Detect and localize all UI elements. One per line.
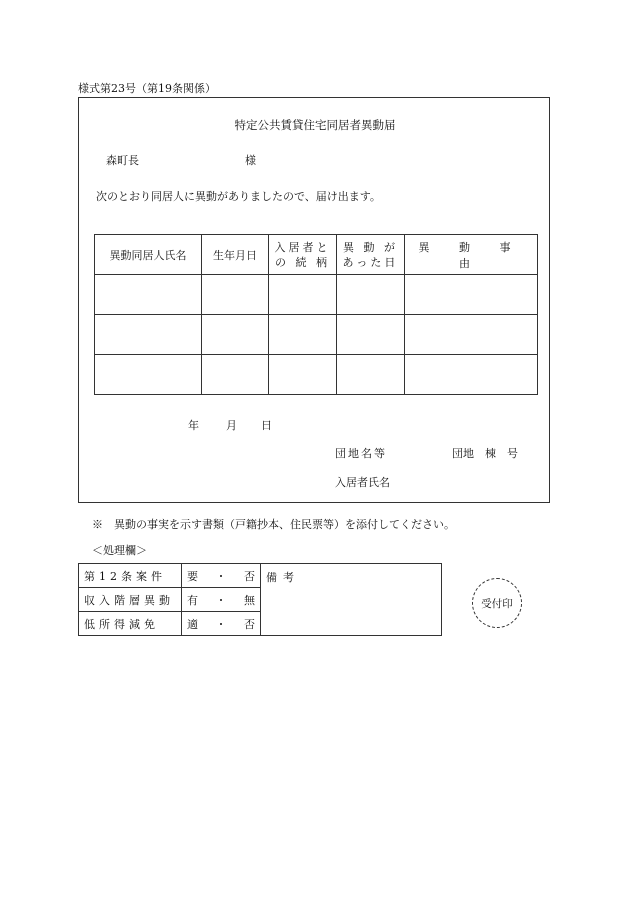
cell-date[interactable]	[337, 315, 405, 355]
cell-name[interactable]	[95, 355, 202, 395]
header-reason: 異 動 事 由	[405, 235, 538, 275]
form-number: 様式第23号（第19条関係）	[78, 82, 216, 95]
option-1: 要	[187, 569, 198, 583]
processing-table	[78, 563, 442, 636]
change-table	[94, 234, 538, 395]
processing-label: ＜処理欄＞	[92, 544, 147, 557]
option-2: 無	[244, 593, 255, 607]
processing-item-label: 第12条案件	[79, 564, 182, 588]
cell-date[interactable]	[337, 355, 405, 395]
resident-name-label: 入居者氏名	[335, 476, 390, 489]
header-date-line2: あった日	[342, 255, 399, 269]
header-birth: 生年月日	[202, 235, 269, 275]
option-1: 適	[187, 617, 198, 631]
date-year-label: 年	[188, 419, 199, 432]
cell-birth[interactable]	[202, 315, 269, 355]
statement-text: 次のとおり同居人に異動がありましたので、届け出ます。	[96, 190, 381, 203]
reception-stamp-label: 受付印	[481, 597, 513, 610]
estate-label: 団地名等	[335, 447, 387, 460]
processing-options[interactable]	[182, 588, 261, 612]
estate-number-label: 団地 棟 号	[452, 447, 518, 460]
option-separator: ・	[215, 593, 227, 607]
cell-name[interactable]	[95, 315, 202, 355]
processing-item-label: 収入階層異動	[79, 588, 182, 612]
option-1: 有	[187, 593, 198, 607]
cell-birth[interactable]	[202, 355, 269, 395]
date-day-label: 日	[261, 419, 272, 432]
cell-relation[interactable]	[269, 275, 337, 315]
cell-relation[interactable]	[269, 355, 337, 395]
processing-options[interactable]	[182, 612, 261, 636]
cell-relation[interactable]	[269, 315, 337, 355]
header-relation-line1: 入居者と	[274, 240, 331, 254]
processing-item-label: 低所得減免	[79, 612, 182, 636]
cell-reason[interactable]	[405, 355, 538, 395]
option-separator: ・	[215, 569, 227, 583]
header-date	[337, 235, 405, 275]
processing-options[interactable]	[182, 564, 261, 588]
header-relation	[269, 235, 337, 275]
reception-stamp	[472, 578, 522, 628]
cell-reason[interactable]	[405, 275, 538, 315]
table-header-row	[95, 235, 538, 275]
addressee: 森町長	[106, 154, 139, 167]
cell-date[interactable]	[337, 275, 405, 315]
cell-name[interactable]	[95, 275, 202, 315]
header-name: 異動同居人氏名	[95, 235, 202, 275]
honorific: 様	[245, 154, 256, 167]
table-row	[95, 275, 538, 315]
cell-reason[interactable]	[405, 315, 538, 355]
cell-birth[interactable]	[202, 275, 269, 315]
option-2: 否	[244, 569, 255, 583]
form-title: 特定公共賃貸住宅同居者異動届	[234, 118, 396, 132]
table-row	[95, 355, 538, 395]
option-2: 否	[244, 617, 255, 631]
processing-row	[79, 564, 442, 588]
header-date-line1: 異 動 が	[343, 240, 398, 254]
date-month-label: 月	[226, 419, 237, 432]
remarks-cell[interactable]: 備考	[261, 564, 442, 636]
attachment-note: ※ 異動の事実を示す書類（戸籍抄本、住民票等）を添付してください。	[92, 518, 455, 531]
table-row	[95, 315, 538, 355]
header-relation-line2: の 続 柄	[275, 255, 330, 269]
option-separator: ・	[215, 617, 227, 631]
